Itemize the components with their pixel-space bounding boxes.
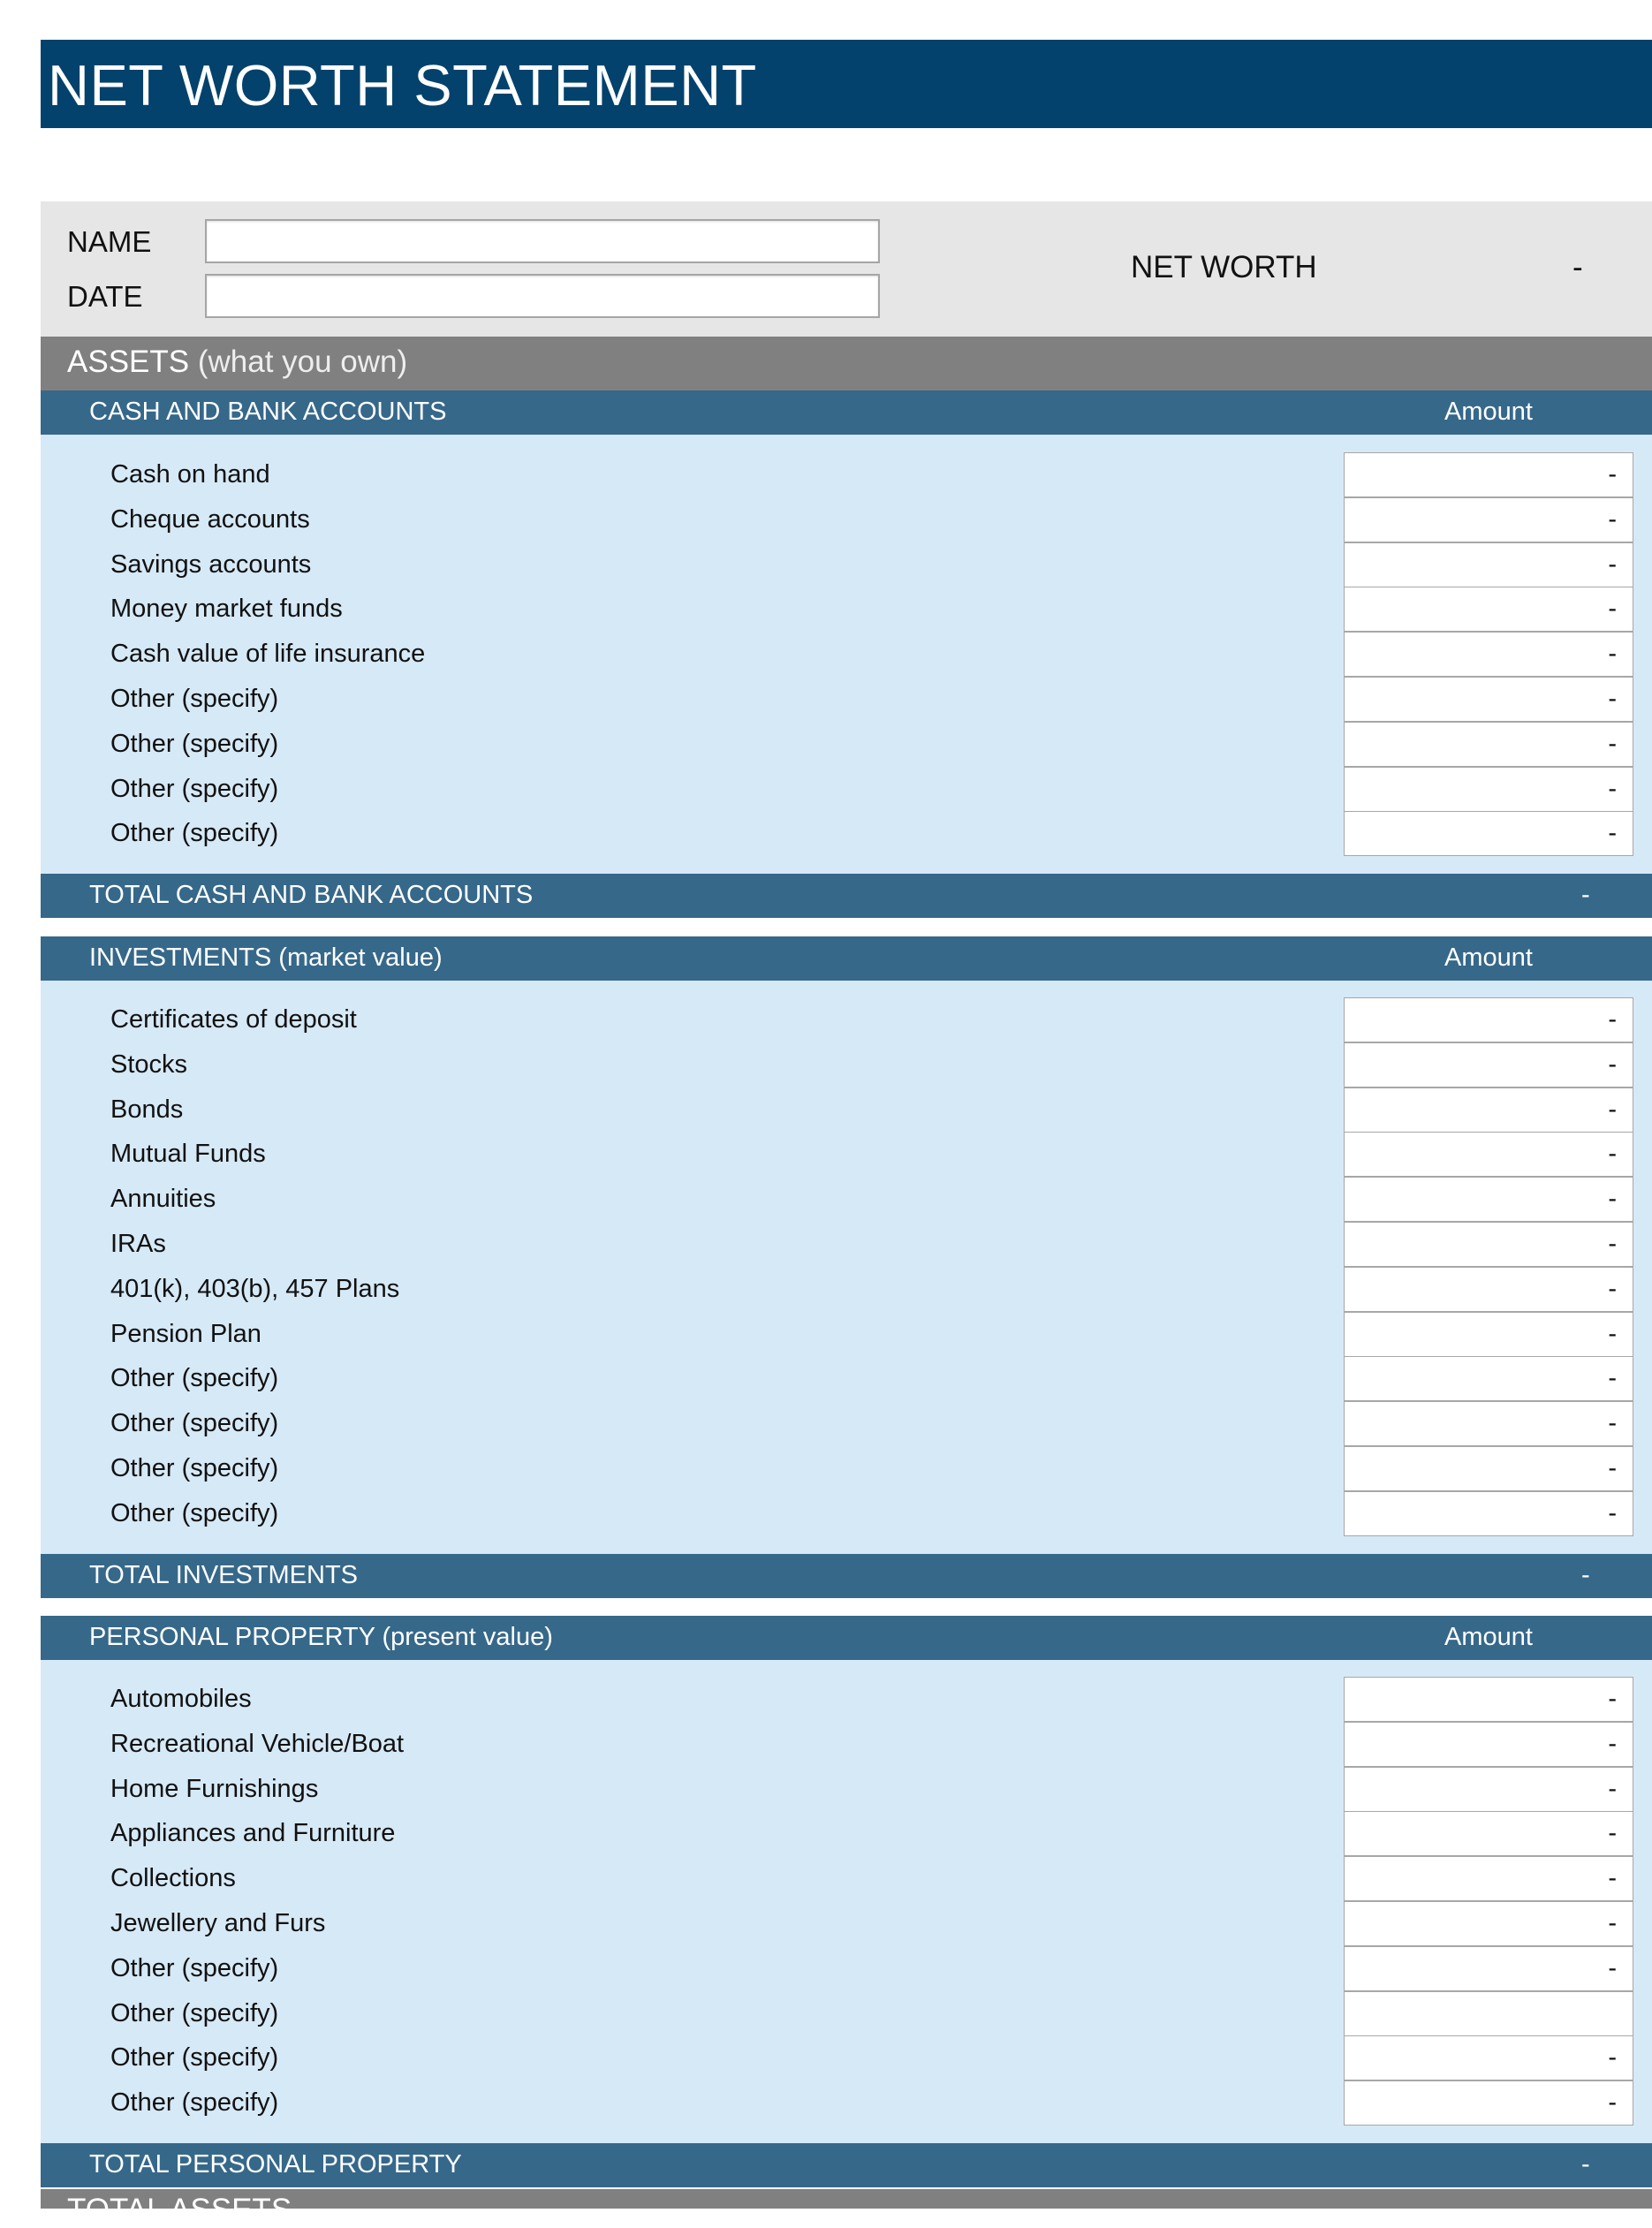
row-label: Other (specify) — [110, 729, 279, 758]
row-label: Cash value of life insurance — [110, 640, 426, 669]
amount-value: - — [1608, 1864, 1617, 1893]
amount-column-header: Amount — [1444, 398, 1533, 426]
date-field[interactable] — [205, 274, 880, 318]
table-row — [41, 452, 1652, 497]
row-label: Stocks — [110, 1050, 188, 1079]
section-title-text: CASH AND BANK ACCOUNTS — [89, 398, 447, 426]
amount-input[interactable] — [1344, 1677, 1633, 1722]
row-label: Other (specify) — [110, 2043, 279, 2073]
table-row — [41, 677, 1652, 722]
amount-input[interactable] — [1344, 497, 1633, 542]
amount-value: - — [1608, 1909, 1617, 1937]
table-row — [41, 1042, 1652, 1087]
amount-input[interactable] — [1344, 1087, 1633, 1133]
amount-input[interactable] — [1344, 542, 1633, 587]
section-total-value: - — [1581, 2150, 1590, 2179]
amount-input[interactable] — [1344, 1356, 1633, 1401]
table-row — [41, 1267, 1652, 1312]
section-title-text: PERSONAL PROPERTY — [89, 1623, 375, 1651]
amount-value: - — [1608, 819, 1617, 848]
assets-label: ASSETS — [67, 345, 190, 379]
name-label: NAME — [67, 225, 152, 258]
amount-input[interactable] — [1344, 1901, 1633, 1946]
amount-input[interactable] — [1344, 1222, 1633, 1267]
section-title — [89, 1623, 553, 1652]
row-label: Savings accounts — [110, 549, 312, 579]
table-row — [41, 1312, 1652, 1357]
section-subtitle: (market value) — [271, 943, 443, 972]
table-row — [41, 1132, 1652, 1177]
table-row — [41, 1856, 1652, 1901]
amount-value: - — [1608, 640, 1617, 669]
net-worth-value: - — [1572, 250, 1583, 284]
section-title — [89, 398, 446, 427]
amount-input[interactable] — [1344, 1177, 1633, 1222]
amount-value: - — [1608, 2043, 1617, 2073]
row-label: Money market funds — [110, 595, 343, 624]
amount-input[interactable] — [1344, 1267, 1633, 1312]
amount-input[interactable] — [1344, 1042, 1633, 1087]
row-label: Other (specify) — [110, 1364, 279, 1393]
row-label: Automobiles — [110, 1685, 252, 1713]
section-header — [41, 936, 1652, 981]
table-row — [41, 1677, 1652, 1722]
amount-input[interactable] — [1344, 587, 1633, 632]
amount-value: - — [1608, 549, 1617, 579]
date-label: DATE — [67, 280, 143, 313]
section-subtitle: (present value) — [375, 1623, 553, 1651]
amount-input[interactable] — [1344, 1446, 1633, 1491]
amount-value: - — [1608, 1185, 1617, 1214]
table-row — [41, 1722, 1652, 1767]
amount-input[interactable] — [1344, 1312, 1633, 1357]
table-row — [41, 1491, 1652, 1536]
table-row — [41, 632, 1652, 677]
section-header — [41, 390, 1652, 435]
amount-input[interactable] — [1344, 1946, 1633, 1991]
amount-value: - — [1608, 2088, 1617, 2118]
row-label: 401(k), 403(b), 457 Plans — [110, 1274, 400, 1303]
amount-input[interactable] — [1344, 997, 1633, 1042]
table-row — [41, 542, 1652, 587]
amount-input[interactable] — [1344, 1401, 1633, 1446]
row-label: Cash on hand — [110, 460, 270, 489]
table-row — [41, 497, 1652, 542]
amount-value: - — [1608, 1230, 1617, 1258]
page-title: NET WORTH STATEMENT — [48, 53, 757, 117]
section-body — [41, 1660, 1652, 2143]
table-row — [41, 2080, 1652, 2126]
assets-title — [67, 345, 407, 380]
amount-value: - — [1608, 1729, 1617, 1758]
section-header — [41, 1616, 1652, 1660]
table-row — [41, 1946, 1652, 1991]
row-label: Mutual Funds — [110, 1140, 266, 1169]
amount-value: - — [1608, 1454, 1617, 1482]
amount-value: - — [1608, 595, 1617, 624]
table-row — [41, 1401, 1652, 1446]
section-total-value: - — [1581, 881, 1590, 909]
amount-input[interactable] — [1344, 1991, 1633, 2036]
amount-value: - — [1608, 1095, 1617, 1124]
amount-value: - — [1608, 1953, 1617, 1982]
amount-input[interactable] — [1344, 811, 1633, 856]
amount-value: - — [1608, 1005, 1617, 1034]
table-row — [41, 1177, 1652, 1222]
row-label: Home Furnishings — [110, 1774, 319, 1803]
amount-value: - — [1608, 1819, 1617, 1848]
name-field[interactable] — [205, 219, 880, 263]
table-row — [41, 722, 1652, 767]
table-row — [41, 1356, 1652, 1401]
table-row — [41, 1087, 1652, 1133]
amount-value: - — [1608, 729, 1617, 758]
section-total — [41, 1554, 1652, 1598]
amount-input[interactable] — [1344, 677, 1633, 722]
net-worth-label: NET WORTH — [1131, 250, 1317, 284]
section-body — [41, 435, 1652, 874]
table-row — [41, 1991, 1652, 2036]
row-label: Other (specify) — [110, 1953, 279, 1982]
amount-value: - — [1608, 1140, 1617, 1169]
row-label: Collections — [110, 1864, 236, 1893]
table-row — [41, 811, 1652, 856]
table-row — [41, 1901, 1652, 1946]
amount-value: - — [1608, 1774, 1617, 1803]
amount-value: - — [1608, 774, 1617, 803]
amount-input[interactable] — [1344, 767, 1633, 812]
amount-value: - — [1608, 1409, 1617, 1438]
table-row — [41, 1446, 1652, 1491]
table-row — [41, 587, 1652, 632]
amount-column-header: Amount — [1444, 1623, 1533, 1651]
section-total — [41, 874, 1652, 918]
row-label: Other (specify) — [110, 685, 279, 713]
table-row — [41, 1811, 1652, 1856]
row-label: Other (specify) — [110, 819, 279, 848]
amount-input[interactable] — [1344, 452, 1633, 497]
amount-input[interactable] — [1344, 2080, 1633, 2126]
amount-value: - — [1608, 1364, 1617, 1393]
amount-value: - — [1608, 1498, 1617, 1527]
section-total-label: TOTAL CASH AND BANK ACCOUNTS — [89, 881, 534, 909]
section-total-value: - — [1581, 1561, 1590, 1589]
row-label: Certificates of deposit — [110, 1005, 357, 1034]
amount-input[interactable] — [1344, 632, 1633, 677]
row-label: Other (specify) — [110, 1409, 279, 1438]
amount-input[interactable] — [1344, 722, 1633, 767]
amount-value: - — [1608, 1685, 1617, 1713]
section-total — [41, 2143, 1652, 2187]
amount-input[interactable] — [1344, 2035, 1633, 2080]
amount-value: - — [1608, 1319, 1617, 1348]
amount-value: - — [1608, 460, 1617, 489]
row-label: Recreational Vehicle/Boat — [110, 1729, 405, 1758]
total-assets-bar — [41, 2189, 1652, 2227]
amount-input[interactable] — [1344, 1856, 1633, 1901]
total-assets-label: TOTAL ASSETS — [67, 2193, 292, 2227]
table-row — [41, 1222, 1652, 1267]
table-row — [41, 2035, 1652, 2080]
table-row — [41, 997, 1652, 1042]
section-title-text: INVESTMENTS — [89, 943, 272, 972]
amount-value: - — [1608, 1274, 1617, 1303]
row-label: Appliances and Furniture — [110, 1819, 396, 1848]
amount-input[interactable] — [1344, 1491, 1633, 1536]
amount-input[interactable] — [1344, 1722, 1633, 1767]
header-box — [41, 201, 1652, 337]
assets-header — [41, 337, 1652, 390]
title-bar — [41, 40, 1652, 128]
row-label: Bonds — [110, 1095, 184, 1124]
row-label: Annuities — [110, 1185, 216, 1214]
amount-value: - — [1608, 685, 1617, 713]
row-label: IRAs — [110, 1230, 166, 1258]
table-row — [41, 1767, 1652, 1812]
section-total-label: TOTAL INVESTMENTS — [89, 1561, 359, 1589]
amount-input[interactable] — [1344, 1132, 1633, 1177]
row-label: Jewellery and Furs — [110, 1909, 326, 1937]
row-label: Pension Plan — [110, 1319, 261, 1348]
amount-input[interactable] — [1344, 1811, 1633, 1856]
assets-sublabel: (what you own) — [189, 345, 408, 379]
amount-value: - — [1608, 1050, 1617, 1079]
row-label: Other (specify) — [110, 1454, 279, 1482]
table-row — [41, 767, 1652, 812]
section-total-label: TOTAL PERSONAL PROPERTY — [89, 2150, 462, 2179]
row-label: Other (specify) — [110, 2088, 279, 2118]
amount-value: - — [1608, 504, 1617, 534]
row-label: Other (specify) — [110, 774, 279, 803]
amount-column-header: Amount — [1444, 943, 1533, 972]
row-label: Other (specify) — [110, 1498, 279, 1527]
row-label: Cheque accounts — [110, 504, 310, 534]
section-title — [89, 943, 443, 973]
row-label: Other (specify) — [110, 1998, 279, 2027]
section-body — [41, 981, 1652, 1554]
amount-input[interactable] — [1344, 1767, 1633, 1812]
